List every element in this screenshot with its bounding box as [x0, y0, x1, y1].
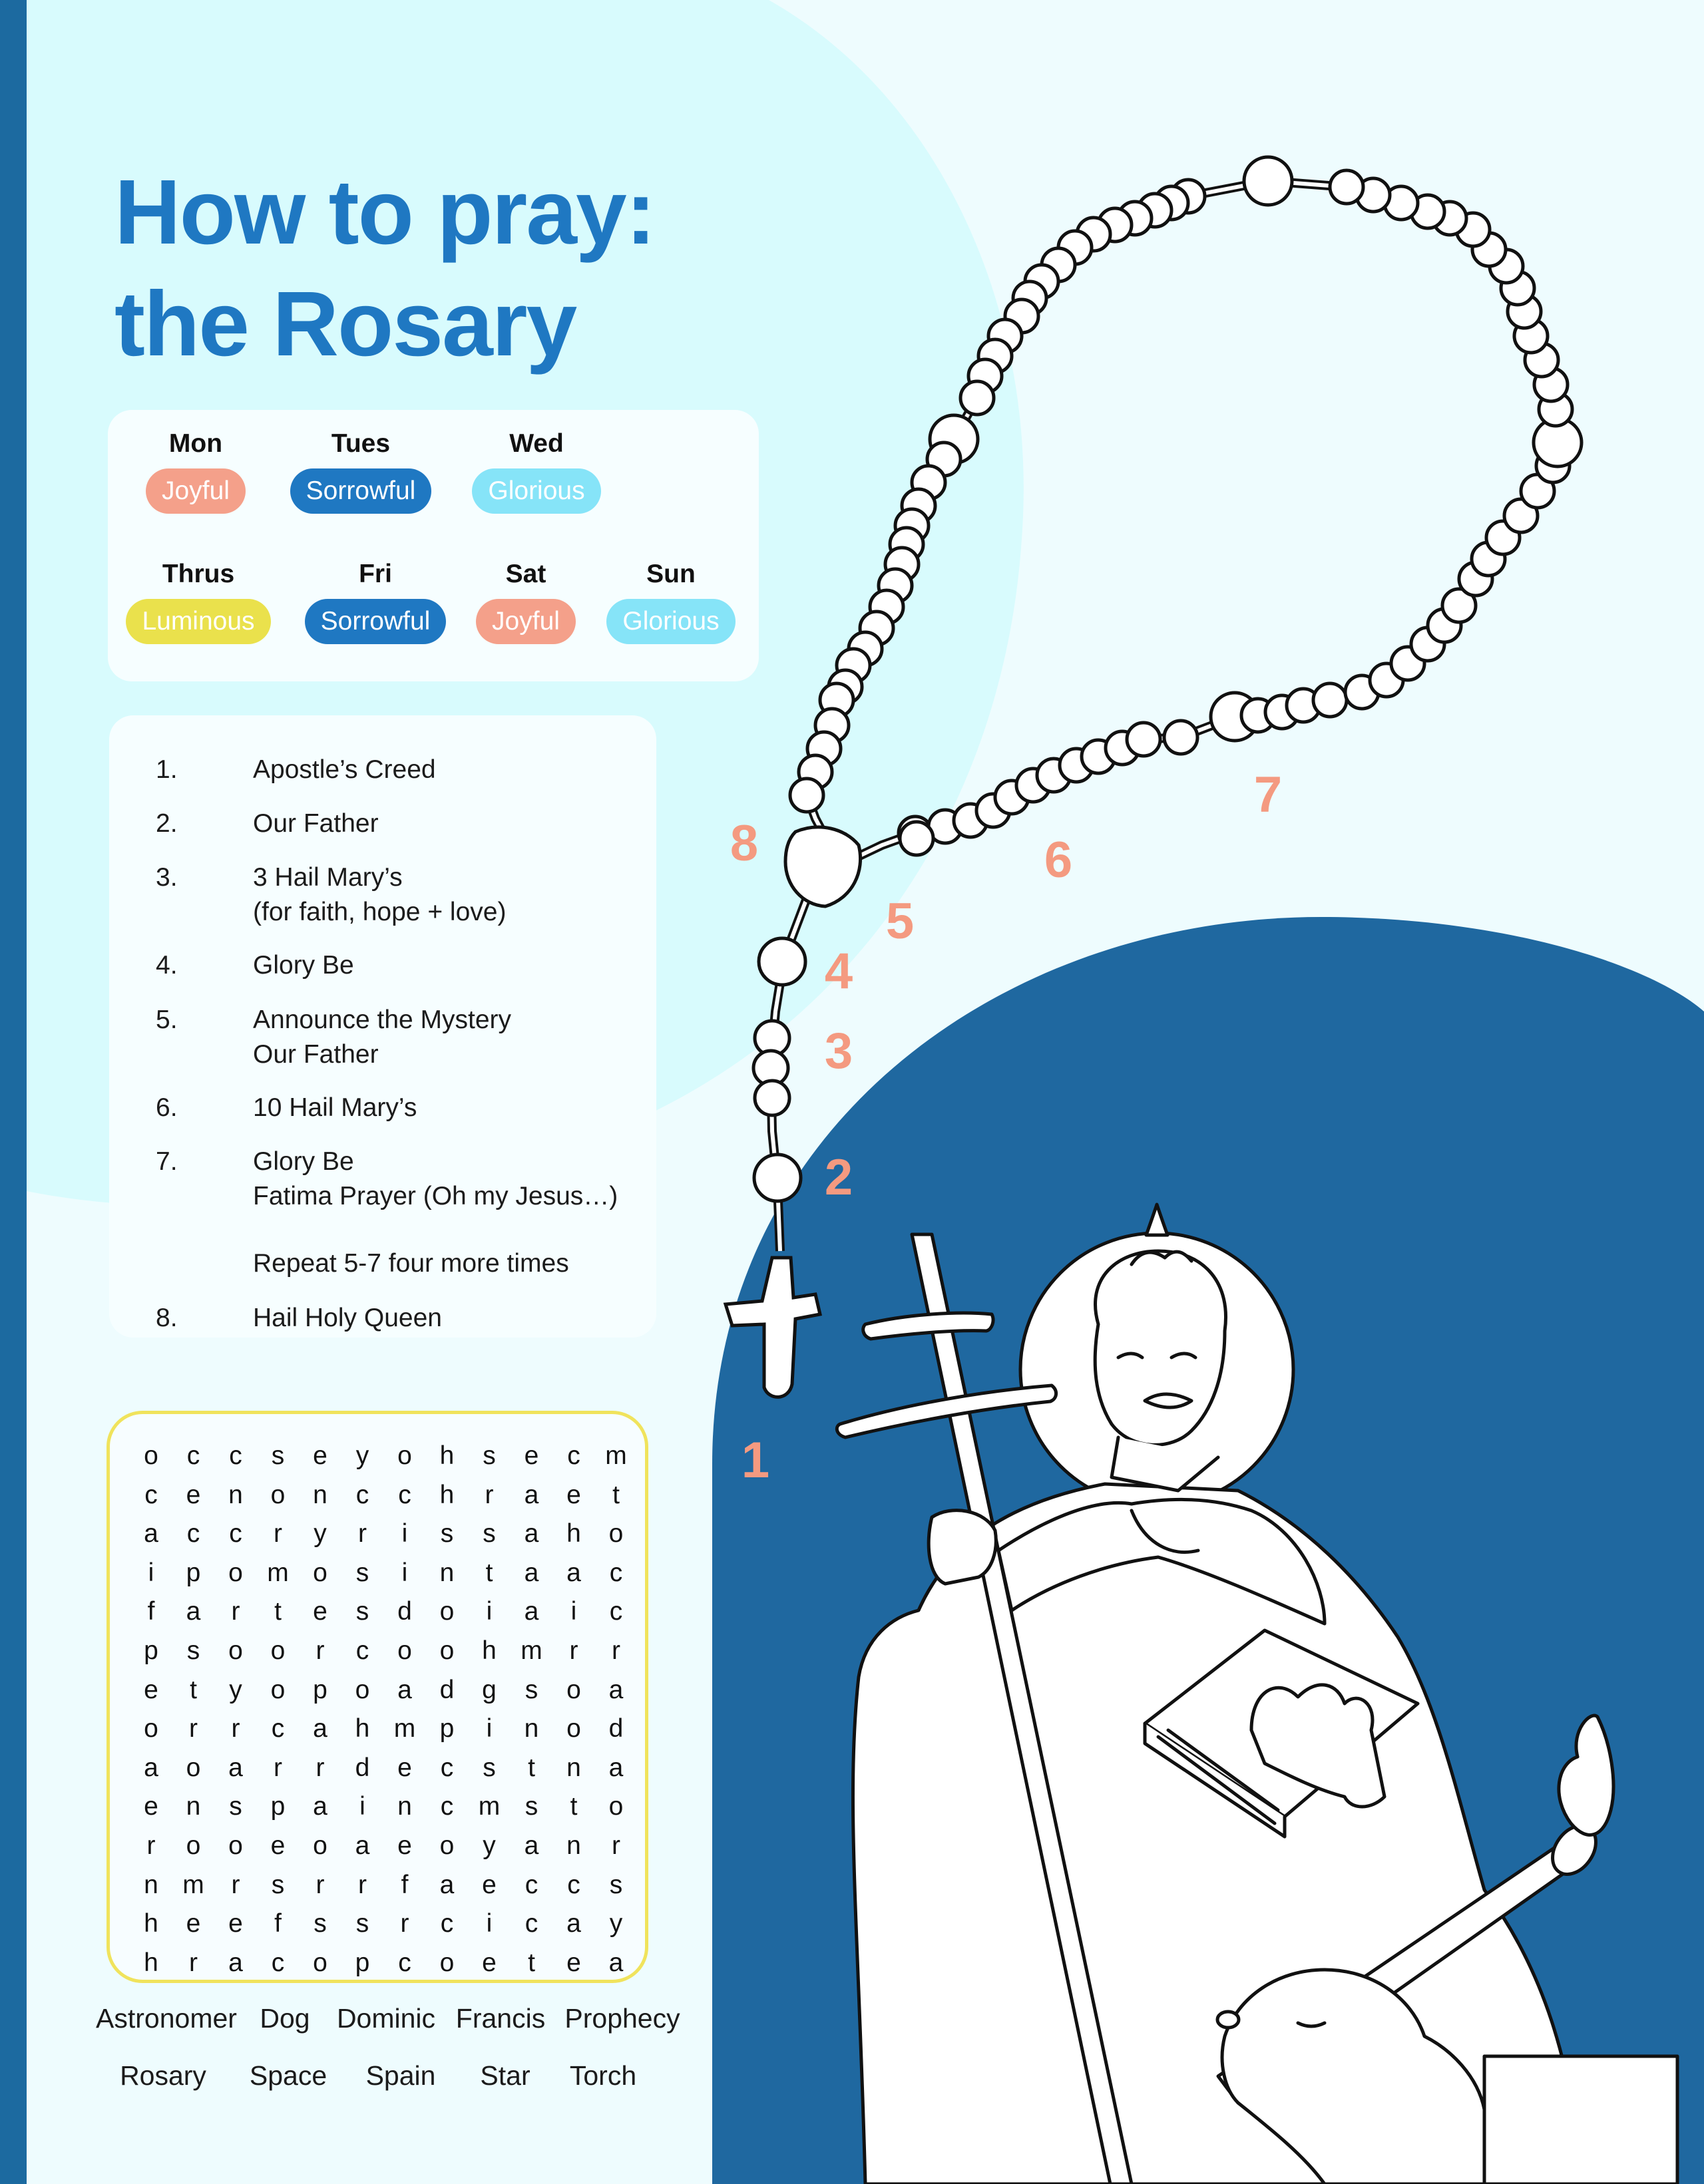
grid-letter[interactable]: a — [313, 1714, 327, 1743]
grid-letter[interactable]: a — [186, 1597, 201, 1626]
grid-letter[interactable]: e — [566, 1948, 581, 1977]
grid-letter[interactable]: n — [186, 1792, 201, 1821]
grid-letter[interactable]: c — [525, 1909, 538, 1938]
cross-bar-upper — [863, 1313, 993, 1339]
step-text: 10 Hail Mary’s — [253, 1093, 417, 1122]
grid-letter[interactable]: i — [359, 1792, 365, 1821]
grid-letter[interactable]: a — [228, 1753, 243, 1782]
step-text: Announce the Mystery — [253, 1005, 512, 1034]
grid-letter[interactable]: c — [609, 1558, 623, 1587]
grid-letter[interactable]: m — [182, 1870, 204, 1899]
grid-letter[interactable]: o — [439, 1636, 455, 1665]
grid-letter[interactable]: e — [313, 1597, 327, 1626]
grid-letter[interactable]: y — [229, 1675, 242, 1704]
grid-letter[interactable]: s — [609, 1870, 623, 1899]
grid-letter[interactable]: a — [144, 1519, 158, 1548]
grid-letter[interactable]: r — [569, 1636, 578, 1665]
grid-letter[interactable]: c — [398, 1480, 411, 1509]
grid-letter[interactable]: n — [313, 1480, 327, 1509]
grid-letter[interactable]: r — [231, 1870, 240, 1899]
grid-letter[interactable]: r — [146, 1831, 156, 1860]
grid-letter[interactable]: y — [314, 1519, 327, 1548]
flame-icon — [1559, 1716, 1613, 1835]
grid-letter[interactable]: h — [144, 1909, 158, 1938]
grid-letter[interactable]: a — [608, 1675, 624, 1704]
mystery-badge: Luminous — [126, 599, 270, 644]
grid-letter[interactable]: i — [570, 1597, 577, 1626]
grid-letter[interactable]: c — [355, 1636, 369, 1665]
mystery-badge: Glorious — [472, 468, 600, 514]
rosary-label-4: 4 — [824, 943, 853, 1000]
grid-letter[interactable]: a — [524, 1480, 539, 1509]
step-number: 8. — [156, 1304, 178, 1332]
day-name: Tues — [331, 429, 391, 458]
rosary-label-7: 7 — [1253, 767, 1283, 823]
grid-letter[interactable]: e — [482, 1948, 497, 1977]
step-number: 3. — [156, 863, 178, 892]
rosary-label-2: 2 — [824, 1149, 853, 1206]
word-bank-item: Francis — [455, 2003, 546, 2034]
grid-letter[interactable]: o — [439, 1948, 455, 1977]
step-text: Glory Be — [253, 951, 354, 980]
grid-letter[interactable]: c — [440, 1909, 454, 1938]
grid-letter[interactable]: p — [355, 1948, 370, 1977]
grid-letter[interactable]: c — [355, 1480, 369, 1509]
day-name: Sat — [505, 560, 546, 588]
step-text: Hail Holy Queen — [253, 1304, 442, 1332]
grid-letter[interactable]: e — [482, 1870, 497, 1899]
grid-letter[interactable]: r — [316, 1870, 325, 1899]
day-name: Thrus — [162, 560, 235, 588]
word-bank-item: Prophecy — [564, 2003, 680, 2034]
grid-letter[interactable]: o — [439, 1597, 455, 1626]
grid-letter[interactable]: d — [608, 1714, 624, 1743]
grid-letter[interactable]: t — [274, 1597, 282, 1626]
grid-letter[interactable]: o — [397, 1636, 412, 1665]
grid-letter[interactable]: o — [228, 1558, 243, 1587]
grid-letter[interactable]: c — [229, 1441, 242, 1470]
grid-letter[interactable]: s — [483, 1441, 496, 1470]
step-text: Apostle’s Creed — [253, 755, 436, 784]
grid-letter[interactable]: s — [229, 1792, 242, 1821]
grid-letter[interactable]: p — [186, 1558, 201, 1587]
word-bank-item: Torch — [569, 2060, 637, 2091]
grid-letter[interactable]: e — [186, 1480, 201, 1509]
grid-letter[interactable]: o — [144, 1714, 158, 1743]
day-name: Fri — [359, 560, 392, 588]
grid-letter[interactable]: r — [400, 1909, 409, 1938]
step-number: 1. — [156, 755, 178, 784]
grid-letter[interactable]: p — [313, 1675, 327, 1704]
grid-letter[interactable]: o — [439, 1831, 455, 1860]
grid-letter[interactable]: e — [397, 1753, 412, 1782]
grid-letter[interactable]: c — [271, 1948, 285, 1977]
grid-letter[interactable]: f — [401, 1870, 409, 1899]
grid-letter[interactable]: a — [397, 1675, 412, 1704]
grid-letter[interactable]: o — [228, 1831, 243, 1860]
step-text-line-2: Our Father — [253, 1040, 379, 1069]
day-name: Mon — [168, 429, 223, 458]
grid-letter[interactable]: c — [440, 1753, 454, 1782]
grid-letter[interactable]: r — [358, 1870, 367, 1899]
grid-letter[interactable]: n — [524, 1714, 539, 1743]
grid-letter[interactable]: t — [528, 1753, 535, 1782]
grid-letter[interactable]: p — [270, 1792, 286, 1821]
step-text: Glory Be — [253, 1147, 354, 1176]
grid-letter[interactable]: e — [186, 1909, 201, 1938]
grid-letter[interactable]: r — [274, 1519, 282, 1548]
grid-letter[interactable]: d — [397, 1597, 412, 1626]
grid-letter[interactable]: o — [270, 1480, 286, 1509]
grid-letter[interactable]: f — [147, 1597, 155, 1626]
grid-letter[interactable]: o — [186, 1831, 201, 1860]
grid-letter[interactable]: y — [355, 1441, 369, 1470]
grid-letter[interactable]: i — [148, 1558, 154, 1587]
grid-letter[interactable]: h — [439, 1480, 455, 1509]
word-bank-item: Space — [249, 2060, 327, 2091]
word-bank-item: Dog — [260, 2003, 310, 2034]
grid-letter[interactable]: i — [401, 1519, 408, 1548]
grid-letter[interactable]: s — [271, 1441, 285, 1470]
grid-letter[interactable]: t — [570, 1792, 578, 1821]
grid-letter[interactable]: e — [566, 1480, 581, 1509]
grid-letter[interactable]: r — [189, 1948, 198, 1977]
grid-letter[interactable]: a — [524, 1558, 539, 1587]
grid-letter[interactable]: n — [228, 1480, 243, 1509]
grid-letter[interactable]: c — [525, 1870, 538, 1899]
grid-letter[interactable]: s — [355, 1597, 369, 1626]
grid-letter[interactable]: o — [313, 1831, 327, 1860]
grid-letter[interactable]: h — [482, 1636, 497, 1665]
grid-letter[interactable]: o — [270, 1675, 286, 1704]
grid-letter[interactable]: t — [612, 1480, 620, 1509]
grid-letter[interactable]: c — [398, 1948, 411, 1977]
grid-letter[interactable]: a — [524, 1597, 539, 1626]
grid-letter[interactable]: r — [316, 1753, 325, 1782]
grid-letter[interactable]: o — [144, 1441, 158, 1470]
grid-letter[interactable]: t — [485, 1558, 493, 1587]
grid-letter[interactable]: s — [271, 1870, 285, 1899]
grid-letter[interactable]: m — [521, 1636, 542, 1665]
grid-letter[interactable]: a — [608, 1753, 624, 1782]
grid-letter[interactable]: n — [397, 1792, 412, 1821]
grid-letter[interactable]: a — [144, 1753, 158, 1782]
grid-letter[interactable]: s — [355, 1909, 369, 1938]
grid-letter[interactable]: e — [397, 1831, 412, 1860]
mystery-badge: Glorious — [606, 599, 735, 644]
grid-letter[interactable]: r — [358, 1519, 367, 1548]
grid-letter[interactable]: o — [397, 1441, 412, 1470]
grid-letter[interactable]: o — [313, 1948, 327, 1977]
grid-letter[interactable]: a — [355, 1831, 370, 1860]
step-text: Our Father — [253, 809, 379, 838]
grid-letter[interactable]: n — [566, 1831, 581, 1860]
grid-letter[interactable]: s — [483, 1519, 496, 1548]
grid-letter[interactable]: i — [486, 1714, 493, 1743]
grid-letter[interactable]: c — [609, 1597, 623, 1626]
grid-letter[interactable]: m — [605, 1441, 627, 1470]
grid-letter[interactable]: p — [439, 1714, 455, 1743]
grid-letter[interactable]: a — [439, 1870, 455, 1899]
grid-letter[interactable]: m — [478, 1792, 501, 1821]
word-bank-item: Astronomer — [96, 2003, 237, 2034]
grid-letter[interactable]: o — [566, 1675, 581, 1704]
grid-letter[interactable]: r — [316, 1636, 325, 1665]
mystery-badge: Sorrowful — [290, 468, 432, 514]
grid-letter[interactable]: e — [144, 1792, 158, 1821]
grid-letter[interactable]: h — [439, 1441, 455, 1470]
grid-letter[interactable]: c — [186, 1441, 200, 1470]
grid-letter[interactable]: d — [439, 1675, 455, 1704]
grid-letter[interactable]: n — [439, 1558, 455, 1587]
star-icon — [1146, 1204, 1168, 1235]
word-bank-item: Star — [480, 2060, 531, 2091]
grid-letter[interactable]: r — [189, 1714, 198, 1743]
rosary-label-8: 8 — [730, 815, 759, 872]
word-bank-item: Dominic — [336, 2003, 436, 2034]
day-name: Sun — [646, 560, 696, 588]
grid-letter[interactable]: c — [229, 1519, 242, 1548]
grid-letter[interactable]: m — [267, 1558, 289, 1587]
grid-letter[interactable]: s — [483, 1753, 496, 1782]
title-line-2: the Rosary — [114, 273, 576, 375]
mystery-badge: Joyful — [476, 599, 576, 644]
grid-letter[interactable]: c — [567, 1870, 580, 1899]
word-bank-item: Rosary — [120, 2060, 206, 2091]
step-number: 4. — [156, 951, 178, 980]
grid-letter[interactable]: a — [566, 1909, 581, 1938]
grid-letter[interactable]: e — [313, 1441, 327, 1470]
grid-letter[interactable]: c — [271, 1714, 285, 1743]
step-number: 6. — [156, 1093, 178, 1122]
title-line-1: How to pray: — [114, 161, 655, 264]
grid-letter[interactable]: r — [274, 1753, 282, 1782]
step-text-line-2: Fatima Prayer (Oh my Jesus…) — [253, 1182, 618, 1210]
grid-letter[interactable]: t — [190, 1675, 197, 1704]
grid-letter[interactable]: e — [270, 1831, 286, 1860]
grid-letter[interactable]: c — [186, 1519, 200, 1548]
rosary-label-5: 5 — [885, 893, 915, 950]
rosary-label-3: 3 — [824, 1023, 853, 1079]
grid-letter[interactable]: a — [608, 1948, 624, 1977]
grid-letter[interactable]: r — [612, 1831, 620, 1860]
grid-letter[interactable]: o — [608, 1519, 624, 1548]
mystery-badge: Sorrowful — [305, 599, 447, 644]
grid-letter[interactable]: i — [401, 1558, 408, 1587]
grid-letter[interactable]: h — [566, 1519, 581, 1548]
grid-letter[interactable]: r — [231, 1597, 240, 1626]
grid-letter[interactable]: o — [186, 1753, 201, 1782]
grid-letter[interactable]: a — [228, 1948, 243, 1977]
grid-letter[interactable]: s — [355, 1558, 369, 1587]
grid-letter[interactable]: s — [314, 1909, 327, 1938]
grid-letter[interactable]: a — [524, 1519, 539, 1548]
grid-letter[interactable]: n — [566, 1753, 581, 1782]
grid-letter[interactable]: s — [525, 1675, 538, 1704]
step-number: 5. — [156, 1005, 178, 1034]
grid-letter[interactable]: e — [144, 1675, 158, 1704]
grid-letter[interactable]: c — [567, 1441, 580, 1470]
grid-letter[interactable]: o — [566, 1714, 581, 1743]
step-text-note: (for faith, hope + love) — [253, 898, 507, 926]
grid-letter[interactable]: o — [355, 1675, 370, 1704]
grid-letter[interactable]: c — [440, 1792, 454, 1821]
grid-letter[interactable]: f — [274, 1909, 282, 1938]
grid-letter[interactable]: o — [270, 1636, 286, 1665]
grid-letter[interactable]: o — [608, 1792, 624, 1821]
grid-letter[interactable]: o — [228, 1636, 243, 1665]
grid-letter[interactable]: r — [612, 1636, 620, 1665]
grid-letter[interactable]: t — [528, 1948, 535, 1977]
mystery-badge: Joyful — [146, 468, 246, 514]
grid-letter[interactable]: y — [609, 1909, 623, 1938]
rosary-label-6: 6 — [1044, 832, 1073, 888]
grid-letter[interactable]: i — [486, 1597, 493, 1626]
grid-letter[interactable]: i — [486, 1909, 493, 1938]
grid-letter[interactable]: r — [231, 1714, 240, 1743]
grid-letter[interactable]: s — [440, 1519, 454, 1548]
rosary-label-1: 1 — [741, 1432, 770, 1489]
grid-letter[interactable]: a — [566, 1558, 581, 1587]
grid-letter[interactable]: m — [393, 1714, 416, 1743]
grid-letter[interactable]: r — [485, 1480, 494, 1509]
step-text: Repeat 5-7 four more times — [253, 1249, 569, 1278]
grid-letter[interactable]: c — [144, 1480, 158, 1509]
day-name: Wed — [509, 429, 564, 458]
grid-letter[interactable]: o — [313, 1558, 327, 1587]
grid-letter[interactable]: p — [144, 1636, 158, 1665]
grid-letter[interactable]: e — [228, 1909, 243, 1938]
step-number: 2. — [156, 809, 178, 838]
step-number: 7. — [156, 1147, 178, 1176]
word-bank-item: Spain — [365, 2060, 436, 2091]
grid-letter[interactable]: h — [144, 1948, 158, 1977]
grid-letter[interactable]: d — [355, 1753, 370, 1782]
grid-letter[interactable]: h — [355, 1714, 370, 1743]
grid-letter[interactable]: a — [313, 1792, 327, 1821]
grid-letter[interactable]: y — [483, 1831, 496, 1860]
step-text: 3 Hail Mary’s — [253, 863, 403, 892]
grid-letter[interactable]: s — [186, 1636, 200, 1665]
grid-letter[interactable]: s — [525, 1792, 538, 1821]
grid-letter[interactable]: a — [524, 1831, 539, 1860]
grid-letter[interactable]: g — [482, 1675, 497, 1704]
grid-letter[interactable]: n — [144, 1870, 158, 1899]
grid-letter[interactable]: e — [524, 1441, 539, 1470]
